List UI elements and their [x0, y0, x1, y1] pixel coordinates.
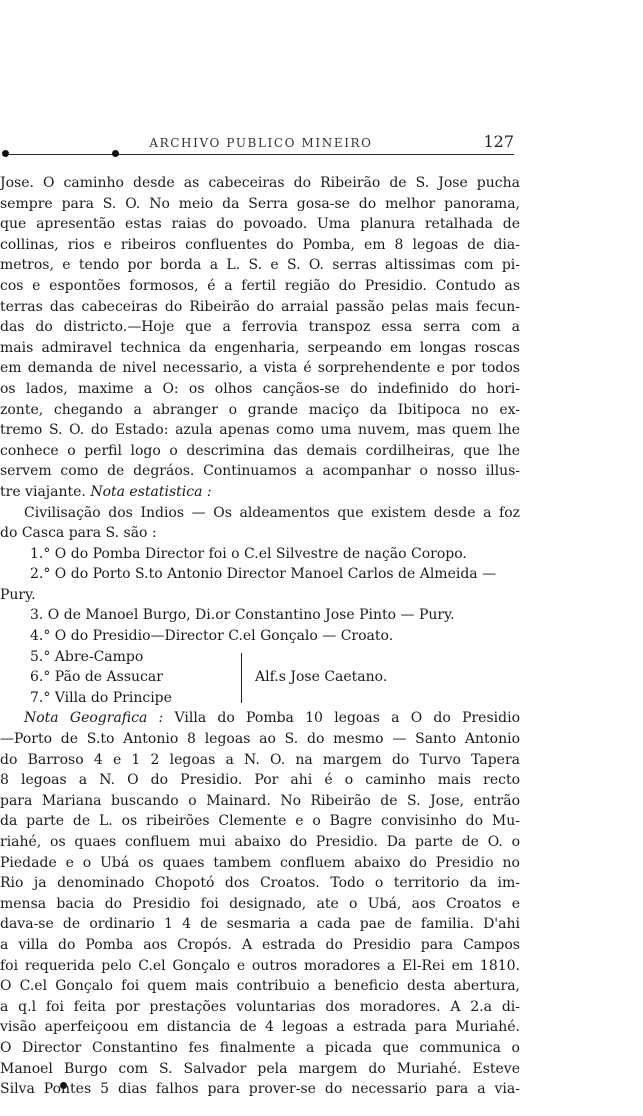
list-item-continuation: Pury.	[0, 586, 36, 603]
text-line: mensa bacia do Presidio foi designado, ate o Ubá, aos Croatos e	[0, 895, 520, 912]
text-line: Rio ja denominado Chopotó dos Croatos. Todo o territorio da im-	[0, 875, 520, 892]
text-line: Jose. O caminho desde as cabeceiras do Ribeirão de S. Jose pucha	[0, 175, 520, 191]
text-line: em demanda de nivel necessario, a vista é sorprehendente e por todos	[0, 360, 520, 377]
text-line: zonte, chegando a abranger o grande maciço da Ibitipoca no ex-	[0, 401, 520, 418]
text-span: tre viajante.	[0, 483, 91, 500]
text-line	[0, 482, 520, 503]
braced-list-items	[0, 647, 235, 709]
body-text	[0, 173, 520, 1100]
text-line	[0, 708, 520, 729]
text-line: foi requerida pelo C.el Gonçalo e outros moradores a El-Rei em 1810.	[0, 957, 520, 974]
text-line: tremo S. O. do Estado: azula apenas como uma nuvem, mas quem lhe	[0, 422, 520, 439]
text-line: a q.l foi feita por prestações voluntarias dos moradores. A 2.a di-	[0, 998, 520, 1015]
text-line: O Director Constantino fes finalmente a picada que communica o	[0, 1039, 520, 1056]
list-item: 5.° Abre-Campo	[30, 648, 144, 665]
text-line: conhece o perfil logo o descrimina das demais cordilheiras, que lhe	[0, 442, 520, 459]
text-line: metros, e tendo por borda a L. S. e S. O. serras altissimas com pi-	[0, 257, 520, 274]
page-number: 127	[483, 132, 514, 151]
text-line: do Casca para S. são :	[0, 525, 157, 542]
text-line: cos e espontões formosos, é a fertil região do Presidio. Contudo as	[0, 277, 520, 294]
list-item: 4.° O do Presidio—Director C.el Gonçalo — Croato.	[30, 628, 394, 645]
page-header	[8, 124, 514, 155]
text-line: que apresentão estas raias do povoado. Uma planura retalhada de	[0, 216, 520, 233]
list-item: 7.° Villa do Principe	[30, 689, 172, 706]
text-line: Manoel Burgo com S. Salvador pela margem do Muriahé. Esteve	[0, 1060, 520, 1077]
text-line: sempre para S. O. No meio da Serra gosa-se do melhor panorama,	[0, 195, 520, 212]
text-line: riahé, os quaes confluem mui abaixo do Presidio. Da parte de O. o	[0, 834, 520, 851]
text-line: 8 legoas a N. O do Presidio. Por ahi é o caminho mais recto	[0, 772, 520, 789]
brace-label: Alf.s Jose Caetano.	[255, 669, 388, 686]
text-line: mais admiravel technica da engenharia, serpeando em longas roscas	[0, 339, 520, 356]
running-header-title: ARCHIVO PUBLICO MINEIRO	[149, 136, 373, 150]
list-item: 3. O de Manoel Burgo, Di.or Constantino Jose Pinto — Pury.	[30, 607, 455, 624]
text-line: das do districto.—Hoje que a ferrovia transpoz essa serra com a	[0, 319, 520, 336]
text-line: servem como de degráos. Continuamos a acompanhar o nosso illus-	[0, 463, 520, 480]
section-heading: Nota Geografica :	[24, 710, 164, 727]
text-line: O C.el Gonçalo foi quem mais contribuio a beneficio desta abertura,	[0, 978, 520, 995]
text-line: dava-se de ordinario 1 4 de sesmaria a cada pae de familia. D'ahi	[0, 916, 520, 933]
text-line: Silva Pontes 5 dias falhos para prover-se do necessario para a via-	[0, 1081, 520, 1098]
ink-dot	[112, 150, 119, 157]
text-line: os lados, maxime a O: os olhos cançãos-se do indefinido do hori-	[0, 380, 520, 397]
text-line: do Barroso 4 e 1 2 legoas a N. O. na margem do Turvo Tapera	[0, 751, 520, 768]
text-line: a villa do Pomba aos Cropós. A estrada do Presidio para Campos	[0, 936, 520, 953]
text-line: terras das cabeceiras do Ribeirão do arraial passão pelas mais fecun-	[0, 298, 520, 315]
text-span: Villa do Pomba 10 legoas a O do Presidio	[163, 710, 520, 727]
text-line: Piedade e o Ubá os quaes tambem confluem abaixo do Presidio no	[0, 854, 520, 871]
text-line: Civilisação dos Indios — Os aldeamentos que existem desde a foz	[24, 504, 520, 521]
list-item: 2.° O do Porto S.to Antonio Director Manoel Carlos de Almeida —	[30, 566, 497, 583]
list-item: 6.° Pão de Assucar	[30, 669, 163, 686]
text-line: visão aperfeiçoou em distancia de 4 legoas a estrada para Muriahé.	[0, 1019, 520, 1036]
ink-dot	[2, 150, 9, 157]
text-line: collinas, rios e ribeiros confluentes do Pomba, em 8 legoas de dia-	[0, 236, 520, 253]
text-line: para Mariana buscando o Mainard. No Ribeirão de S. Jose, entrão	[0, 792, 520, 809]
braced-list	[0, 647, 520, 709]
section-heading: Nota estatistica :	[90, 483, 212, 500]
list-item: 1.° O do Pomba Director foi o C.el Silvestre de nação Coropo.	[30, 545, 467, 562]
text-line: da parte de L. os ribeirões Clemente e o Bagre convisinho do Mu-	[0, 813, 520, 830]
brace-mark	[235, 647, 255, 709]
text-line: —Porto de S.to Antonio 8 legoas ao S. do mesmo — Santo Antonio	[0, 731, 520, 748]
